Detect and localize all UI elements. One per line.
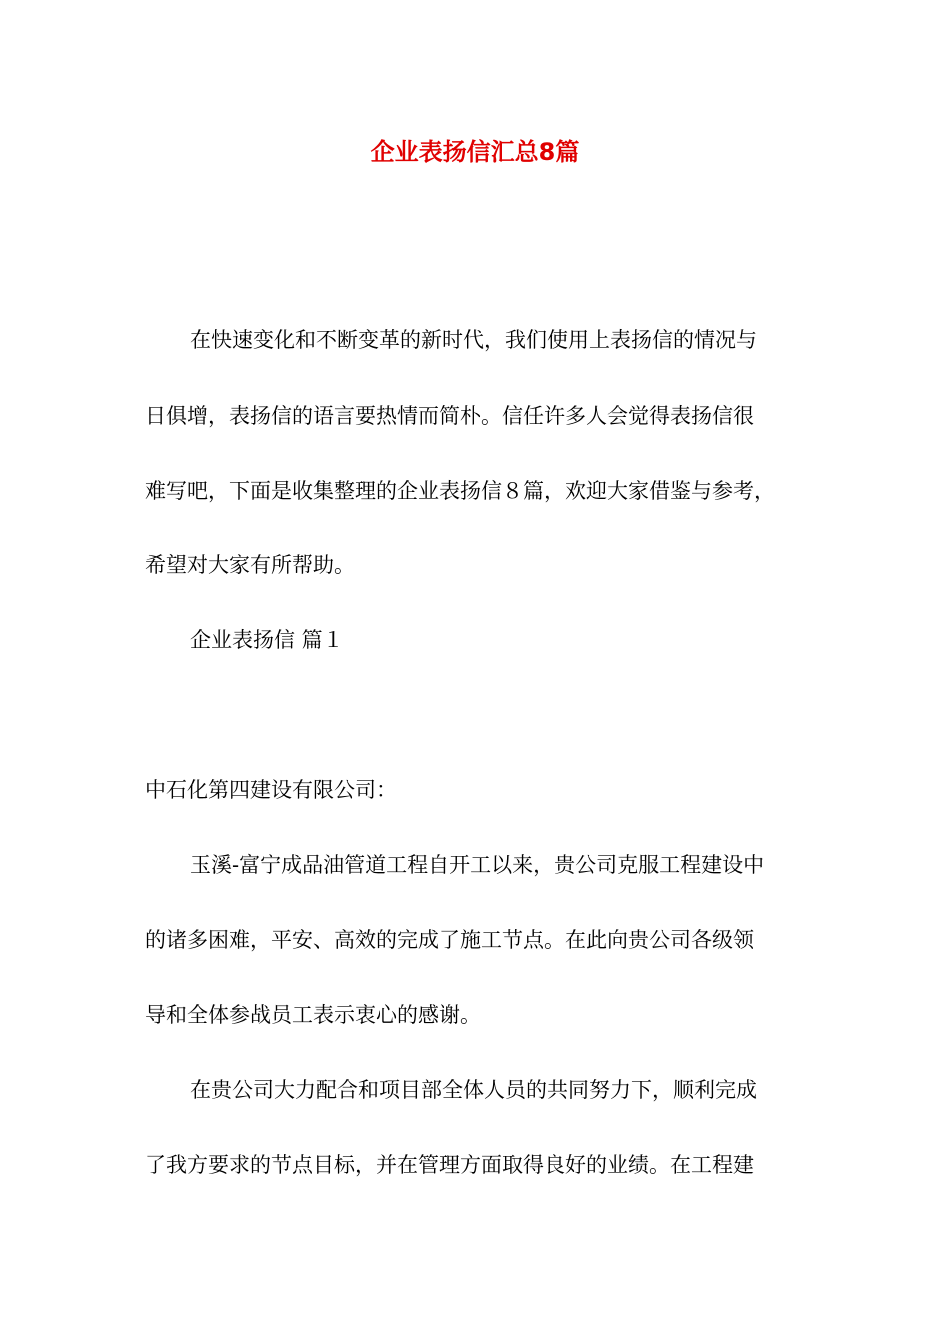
intro-line-1: 在快速变化和不断变革的新时代，我们使用上表扬信的情况与 xyxy=(190,328,757,352)
intro-line-2: 日俱增，表扬信的语言要热情而简朴。信任许多人会觉得表扬信很 xyxy=(145,404,754,428)
intro-line-4: 希望对大家有所帮助。 xyxy=(145,553,355,577)
salutation: 中石化第四建设有限公司： xyxy=(145,778,397,802)
para1-line-2: 的诸多困难，平安、高效的完成了施工节点。在此向贵公司各级领 xyxy=(145,928,754,952)
para1-line-3: 导和全体参战员工表示衷心的感谢。 xyxy=(145,1003,481,1027)
para2-line-1: 在贵公司大力配合和项目部全体人员的共同努力下，顺利完成 xyxy=(190,1078,757,1102)
para2-line-2: 了我方要求的节点目标，并在管理方面取得良好的业绩。在工程建 xyxy=(145,1153,754,1177)
intro-line-3: 难写吧，下面是收集整理的企业表扬信８篇，欢迎大家借鉴与参考， xyxy=(145,479,775,503)
para1-line-1: 玉溪-富宁成品油管道工程自开工以来，贵公司克服工程建设中 xyxy=(190,853,765,877)
section-heading: 企业表扬信 篇１ xyxy=(190,628,344,652)
document-title: 企业表扬信汇总8篇 xyxy=(370,138,580,166)
